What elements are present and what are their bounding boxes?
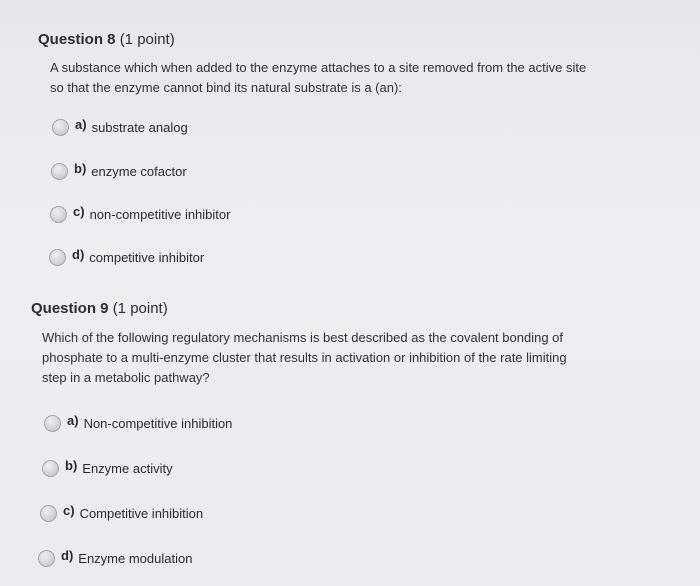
radio-button[interactable] bbox=[51, 163, 68, 180]
option-letter: c) bbox=[63, 502, 75, 518]
question-9-option-b[interactable] bbox=[42, 457, 173, 479]
radio-button[interactable] bbox=[50, 206, 67, 223]
question-9-title bbox=[31, 300, 671, 317]
option-text: enzyme cofactor bbox=[91, 163, 187, 179]
question-8-prompt bbox=[50, 58, 658, 98]
question-9-points: (1 point) bbox=[112, 300, 168, 317]
option-text: Non-competitive inhibition bbox=[83, 415, 233, 431]
question-9-option-c[interactable] bbox=[40, 502, 203, 524]
option-letter: b) bbox=[65, 457, 78, 473]
question-9-option-a[interactable] bbox=[44, 412, 232, 434]
option-letter: a) bbox=[75, 116, 87, 132]
radio-button[interactable] bbox=[52, 119, 69, 136]
option-text: Enzyme modulation bbox=[78, 550, 193, 566]
question-9-option-d[interactable] bbox=[38, 547, 192, 569]
option-letter: d) bbox=[72, 246, 85, 262]
option-text: substrate analog bbox=[91, 119, 188, 135]
question-9-prompt-line-3: step in a metabolic pathway? bbox=[42, 370, 210, 385]
question-8-points: (1 point) bbox=[119, 31, 175, 48]
question-8-option-b[interactable] bbox=[51, 160, 187, 182]
question-9-prompt bbox=[42, 328, 671, 388]
option-letter: c) bbox=[73, 203, 85, 219]
question-8-option-c[interactable] bbox=[50, 203, 230, 225]
question-8 bbox=[38, 31, 658, 98]
option-letter: b) bbox=[74, 160, 87, 176]
question-9-prompt-line-2: phosphate to a multi-enzyme cluster that results in activation or inhibition of the rate limiting bbox=[42, 350, 567, 365]
question-8-prompt-line-2: so that the enzyme cannot bind its natural substrate is a (an): bbox=[50, 80, 402, 95]
question-8-label: Question 8 bbox=[38, 31, 116, 48]
option-letter: d) bbox=[61, 547, 74, 563]
option-text: Enzyme activity bbox=[82, 460, 173, 476]
question-8-option-d[interactable] bbox=[49, 246, 204, 268]
question-8-title bbox=[38, 31, 658, 48]
question-9 bbox=[31, 300, 671, 388]
option-text: Competitive inhibition bbox=[79, 505, 204, 521]
option-letter: a) bbox=[67, 412, 79, 428]
question-8-prompt-line-1: A substance which when added to the enzyme attaches to a site removed from the active site bbox=[50, 60, 587, 75]
option-text: competitive inhibitor bbox=[89, 249, 205, 265]
option-text: non-competitive inhibitor bbox=[89, 206, 231, 222]
radio-button[interactable] bbox=[38, 550, 55, 567]
radio-button[interactable] bbox=[42, 460, 59, 477]
radio-button[interactable] bbox=[49, 249, 66, 266]
question-9-prompt-line-1: Which of the following regulatory mechanisms is best described as the covalent bonding of bbox=[42, 330, 564, 345]
question-8-option-a[interactable] bbox=[52, 116, 188, 138]
radio-button[interactable] bbox=[40, 505, 57, 522]
question-9-label: Question 9 bbox=[31, 300, 109, 317]
radio-button[interactable] bbox=[44, 415, 61, 432]
